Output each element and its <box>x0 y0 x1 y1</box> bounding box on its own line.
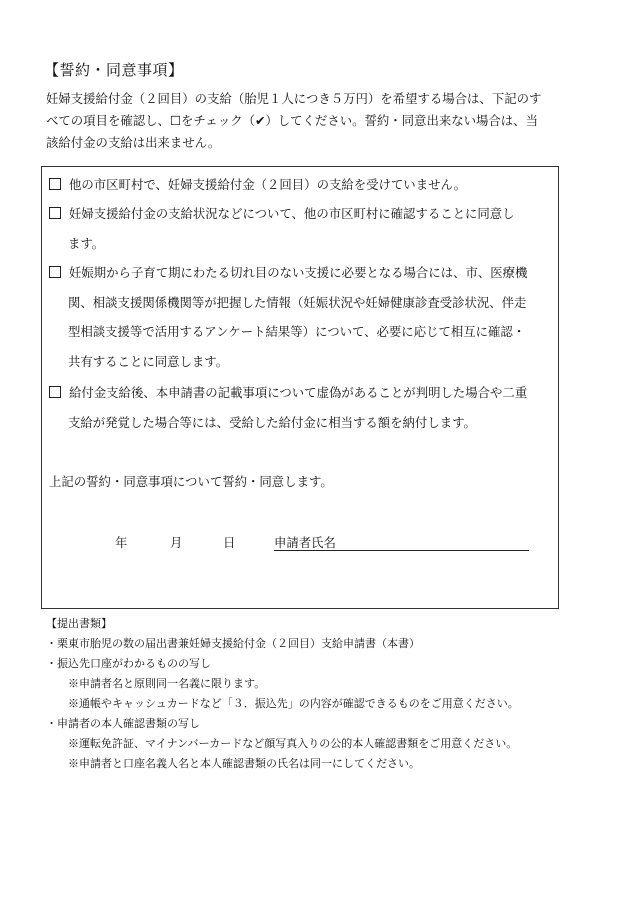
section-title: 【誓約・同意事項】 <box>44 61 184 79</box>
intro-text <box>46 88 586 154</box>
signature-label: 申請者氏名 <box>274 535 336 550</box>
oath-checkbox-3[interactable] <box>49 266 61 278</box>
oath-item-text: 共有することに同意します。 <box>68 353 229 369</box>
document-note: ※申請者名と原則同一名義に限ります。 <box>68 677 266 690</box>
oath-item-1 <box>49 170 554 200</box>
agreement-statement: 上記の誓約・同意事項について誓約・同意します。 <box>49 474 333 489</box>
oath-item-text: ます。 <box>68 235 105 251</box>
oath-item-text: 給付金支給後、本申請書の記載事項について虚偽があることが判明した場合や二重 <box>69 385 528 400</box>
document-item: ・栗東市胎児の数の届出書兼妊婦支援給付金（２回目）支給申請書（本書） <box>46 637 420 650</box>
oath-item-text: 妊婦支援給付金の支給状況などについて、他の市区町村に確認することに同意し <box>69 206 515 221</box>
document-item: ・申請者の本人確認書類の写し <box>46 717 200 730</box>
signature-line[interactable] <box>274 550 529 551</box>
document-item: ・振込先口座がわかるものの写し <box>46 657 211 670</box>
document-note: ※運転免許証、マイナンバーカードなど顔写真入りの公的本人確認書類をご用意ください。 <box>68 737 518 750</box>
document-note: ※申請者と口座名義人名と本人確認書類の氏名は同一にしてください。 <box>68 757 420 770</box>
date-year-label: 年 <box>115 535 128 550</box>
document-note: ※通帳やキャッシュカードなど「３．振込先」の内容が確認できるものをご用意ください。 <box>68 697 519 710</box>
oath-checkbox-4[interactable] <box>49 386 61 398</box>
oath-checkbox-2[interactable] <box>49 207 61 219</box>
oath-item-text: 妊娠期から子育て期にわたる切れ目のない支援に必要となる場合には、市、医療機 <box>69 265 528 280</box>
oath-item-text: 支給が発覚した場合等には、受給した給付金に相当する額を納付します。 <box>68 414 476 430</box>
intro-line: べての項目を確認し、☐をチェック（✔）してください。誓約・同意出来ない場合は、当 <box>46 113 538 128</box>
submission-documents <box>46 614 519 774</box>
oath-item-2 <box>49 199 554 258</box>
date-month-label: 月 <box>170 535 183 550</box>
oath-item-4 <box>49 378 554 437</box>
oath-checkbox-1[interactable] <box>49 178 61 190</box>
oath-item-text: 関、相談支援関係機関等が把握した情報（妊娠状況や妊婦健康診査受診状況、伴走 <box>68 294 527 310</box>
oath-item-text: 他の市区町村で、妊婦支援給付金（２回目）の支給を受けていません。 <box>69 177 466 192</box>
date-day-label: 日 <box>223 535 236 550</box>
oath-box <box>41 166 559 609</box>
intro-line: 該給付金の支給は出来ません。 <box>46 135 221 150</box>
oath-item-3 <box>49 258 554 376</box>
documents-heading: 【提出書類】 <box>46 617 112 630</box>
oath-item-text: 型相談支援等で活用するアンケート結果等）について、必要に応じて相互に確認・ <box>68 324 526 339</box>
intro-line: 妊婦支援給付金（２回目）の支給（胎児１人につき５万円）を希望する場合は、下記のす <box>46 91 542 106</box>
